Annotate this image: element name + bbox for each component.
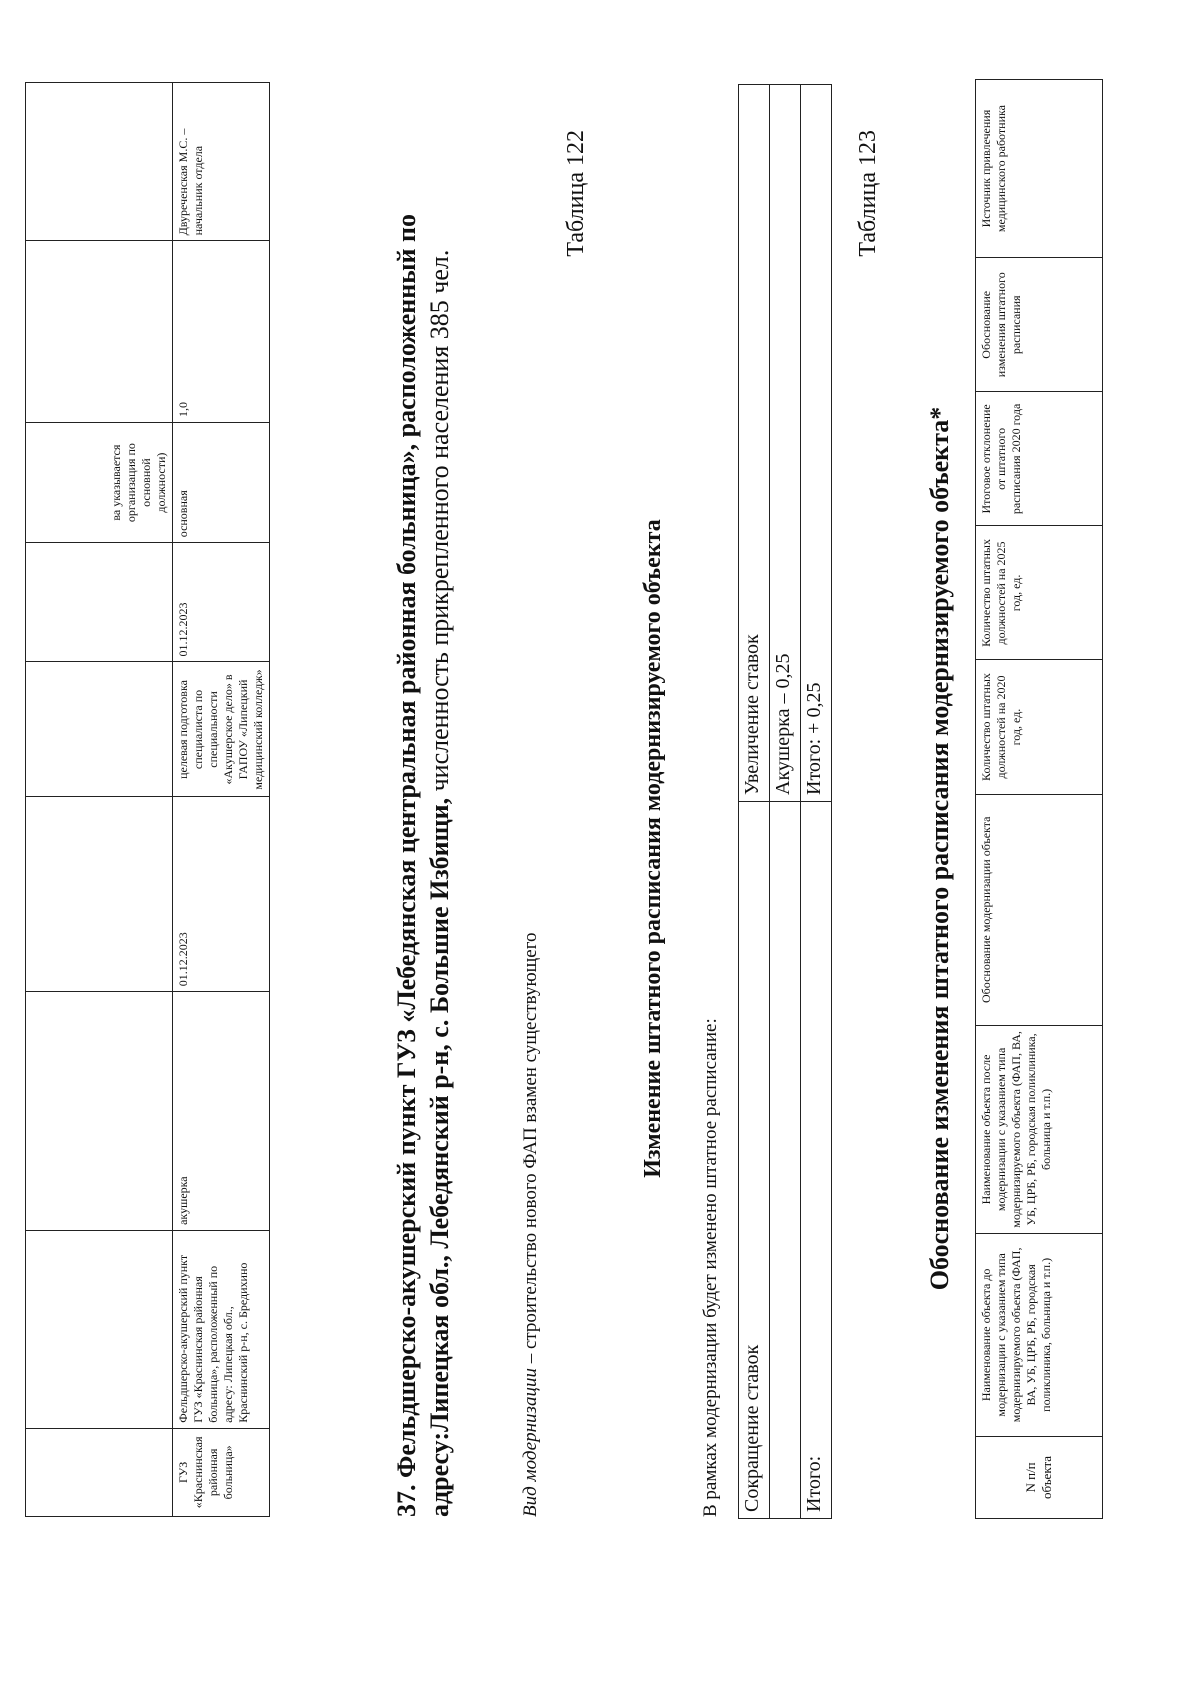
modernization-type-label: Вид модернизации [520, 1368, 541, 1517]
table-row [801, 85, 832, 1519]
previous-table-fragment [25, 82, 270, 1517]
table-cell: Сокращение ставок [739, 802, 770, 1519]
table-122-title: Изменение штатного расписания модернизируемого объекта [640, 519, 666, 1178]
table-cell: Двуреченская М.С. – начальник отдела [173, 83, 270, 241]
table-row [26, 83, 173, 1517]
table-cell: Фельдшерско-акушерский пункт ГУЗ «Краснинская районная больница», расположенный по адресу: Липецкая обл., Краснинский р-н, с. Бредихино [173, 1230, 270, 1428]
table-cell [770, 802, 801, 1519]
table-cell: 01.12.2023 [173, 797, 270, 992]
table-cell: целевая подготовка специалиста по специальности «Акушерское дело» в ГАПОУ «Липецкий медицинский колледж» [173, 662, 270, 797]
section-heading [390, 77, 456, 1517]
section-heading-tail: численность прикрепленного населения 385 чел. [425, 249, 454, 792]
table-123 [975, 79, 1103, 1519]
table-cell: Увеличение ставок [739, 85, 770, 802]
table-cell: ГУЗ «Краснинская районная больница» [173, 1428, 270, 1516]
table-cell: Итого: + 0,25 [801, 85, 832, 802]
header-cell: Обоснование изменения штатного расписания [976, 258, 1103, 392]
header-cell: Наименование объекта после модернизации с указанием типа модернизируемого объекта (ФАП, ВА, УБ, ЦРБ, РБ, городская поликлиника, больница и т.п.) [976, 1025, 1103, 1233]
header-cell: Источник привлечения медицинского работника [976, 80, 1103, 258]
table-122-label: Таблица 122 [563, 130, 589, 257]
table-cell: основная [173, 422, 270, 542]
table-cell [26, 543, 173, 662]
header-cell: Количество штатных должностей на 2020 год, ед. [976, 660, 1103, 794]
table-123-label: Таблица 123 [855, 130, 881, 257]
header-cell: Количество штатных должностей на 2025 год, ед. [976, 526, 1103, 660]
table-cell [26, 1428, 173, 1516]
table-row [770, 85, 801, 1519]
table-123-title: Обоснование изменения штатного расписания модернизируемого объекта* [925, 406, 954, 1291]
table-cell: 1,0 [173, 241, 270, 423]
modernization-type [520, 932, 542, 1517]
table-cell [26, 1230, 173, 1428]
table-cell: 01.12.2023 [173, 543, 270, 662]
header-cell: Обоснование модернизации объекта [976, 794, 1103, 1025]
table-cell [26, 797, 173, 992]
table-122 [738, 84, 832, 1519]
table-cell: Акушерка – 0,25 [770, 85, 801, 802]
table-row [739, 85, 770, 1519]
table-cell [26, 992, 173, 1231]
table-cell [26, 241, 173, 423]
header-cell: Итоговое отклонение от штатного расписания 2020 года [976, 392, 1103, 526]
table-cell: ва указывается организация по основной должности) [26, 422, 173, 542]
intro-text: В рамках модернизации будет изменено штатное расписание: [700, 1018, 721, 1517]
table-cell: Итого: [801, 802, 832, 1519]
header-cell: N п/п объекта [976, 1436, 1103, 1518]
table-row [173, 83, 270, 1517]
table-cell [26, 662, 173, 797]
table-header-row [976, 80, 1103, 1519]
table-cell: акушерка [173, 992, 270, 1231]
section-heading-bold: 37. Фельдшерско-акушерский пункт ГУЗ «Лебедянская центральная районная больница», расположенный по адресу:Липецкая обл., Лебедянский р-н, с. Большие Избищи, [392, 214, 454, 1517]
header-cell: Наименование объекта до модернизации с указанием типа модернизируемого объекта (ФАП, ВА, УБ, ЦРБ, РБ, городская поликлиника, больница и т.п.) [976, 1233, 1103, 1436]
table-cell [26, 83, 173, 241]
modernization-type-text: – строительство нового ФАП взамен существующего [520, 932, 541, 1364]
